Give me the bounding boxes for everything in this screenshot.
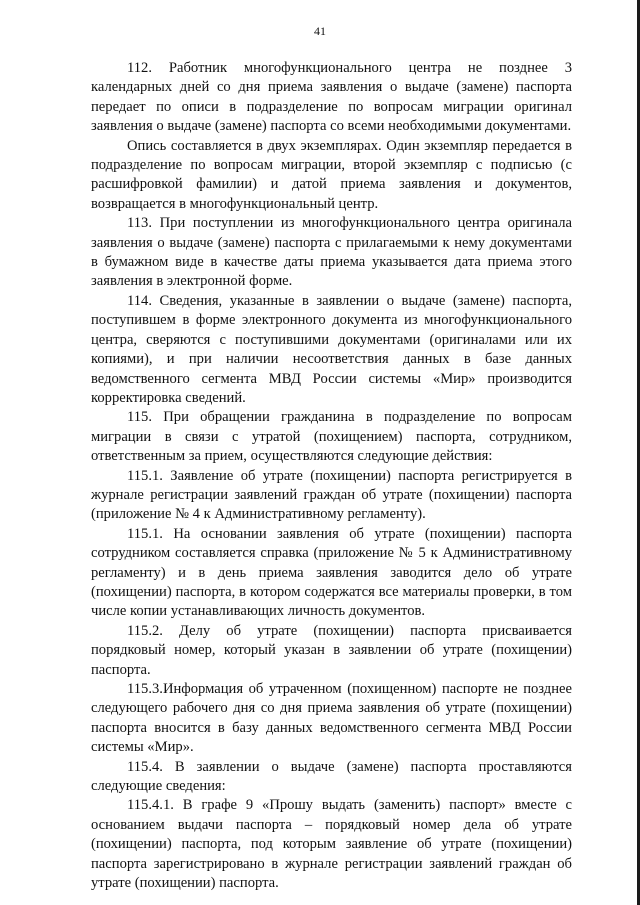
paragraph-115-1-registration: 115.1. Заявление об утрате (похищении) паспорта регистрируется в журнале регистрации заявлений граждан об утрате (похищении) паспорта (приложение № 4 к Административному регламенту). xyxy=(91,467,572,523)
paragraph-114: 114. Сведения, указанные в заявлении о выдаче (замене) паспорта, поступившем в форме электронного документа из многофункционального центра, сверяются с поступившими документами (оригиналами или их копиями), и при наличии несоответствия данных в базе данных ведомственного сегмента МВД России системы «Мир» производится корректировка сведений. xyxy=(91,292,572,406)
paragraph-115: 115. При обращении гражданина в подразделение по вопросам миграции в связи с утратой (похищением) паспорта, сотрудником, ответственным за прием, осуществляются следующие действия: xyxy=(91,409,572,465)
paragraph-112-inventory: Опись составляется в двух экземплярах. Один экземпляр передается в подразделение по вопросам миграции, второй экземпляр с подписью (с расшифровкой фамилии) и датой приема заявления и документов, возвращается в многофункциональный центр. xyxy=(91,137,572,212)
paragraph-115-3: 115.3.Информация об утраченном (похищенном) паспорте не позднее следующего рабочего дня со дня приема заявления об утрате (похищении) паспорта вносится в базу данных ведомственного сегмента МВД России системы «Мир». xyxy=(91,681,572,756)
paragraph-113: 113. При поступлении из многофункционального центра оригинала заявления о выдаче (замене) паспорта с прилагаемыми к нему документами в бумажном виде в качестве даты приема указывается дата приема этого заявления в электронной форме. xyxy=(91,215,572,290)
paragraph-115-4: 115.4. В заявлении о выдаче (замене) паспорта проставляются следующие сведения: xyxy=(91,758,572,795)
paragraph-115-4-1: 115.4.1. В графе 9 «Прошу выдать (заменить) паспорт» вместе с основанием выдачи паспорта – порядковый номер дела об утрате (похищении) паспорта, под которым заявление об утрате (похищении) паспорта зарегистрировано в журнале регистрации заявлений граждан об утрате (похищении) паспорта. xyxy=(91,797,572,892)
paragraph-115-1-certificate: 115.1. На основании заявления об утрате (похищении) паспорта сотрудником составляется справка (приложение № 5 к Административному регламенту) и в день приема заявления заводится дело об утрате (похищении) паспорта, в котором содержатся все материалы проверки, в том числе копии устанавливающих личность документов. xyxy=(91,525,572,620)
document-body xyxy=(91,59,572,893)
page-number: 41 xyxy=(314,24,326,38)
paragraph-112: 112. Работник многофункционального центра не позднее 3 календарных дней со дня приема заявления о выдаче (замене) паспорта передает по описи в подразделение по вопросам миграции оригинал заявления о выдаче (замене) паспорта со всеми необходимыми документами. xyxy=(91,60,572,135)
paragraph-115-2: 115.2. Делу об утрате (похищении) паспорта присваивается порядковый номер, который указан в заявлении об утрате (похищении) паспорта. xyxy=(91,622,572,678)
